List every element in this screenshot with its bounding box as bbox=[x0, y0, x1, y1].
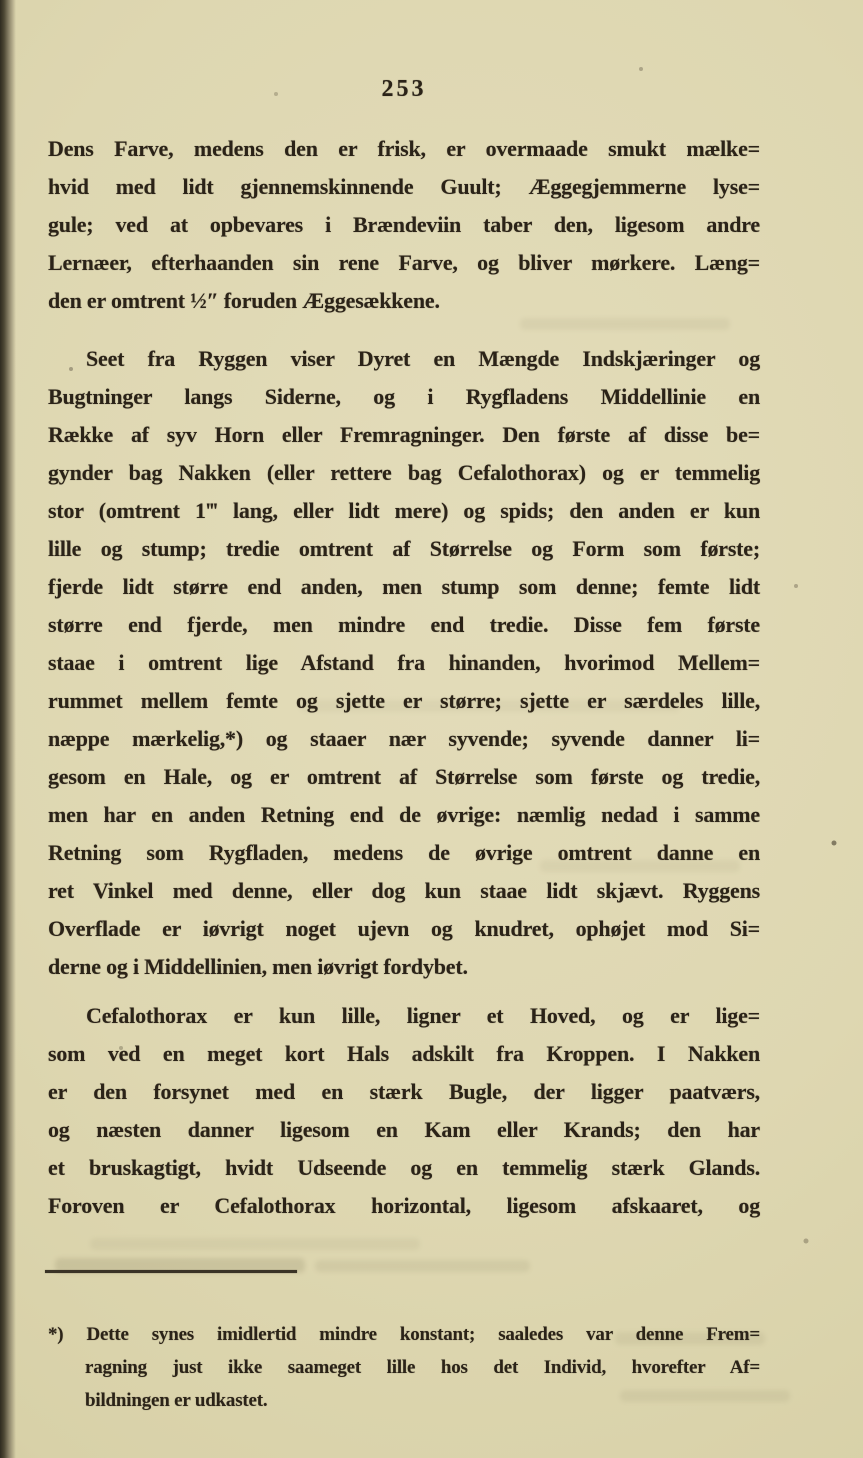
text-line: derne og i Middellinien, men iøvrigt fordybet. bbox=[48, 954, 468, 979]
text-line: større end fjerde, men mindre end tredie. Disse fem første bbox=[48, 612, 760, 637]
bleedthrough-smudge bbox=[90, 1238, 420, 1250]
text-line: Seet fra Ryggen viser Dyret en Mængde Indskjæringer og bbox=[86, 346, 760, 371]
page-number: 253 bbox=[381, 76, 427, 102]
text-line: gesom en Hale, og er omtrent af Størrelse som første og tredie, bbox=[48, 764, 760, 789]
text-line: rummet mellem femte og sjette er større; sjette er særdeles lille, bbox=[48, 688, 760, 713]
paragraph-3 bbox=[48, 997, 760, 1225]
text-line: Retning som Rygfladen, medens de øvrige omtrent danne en bbox=[48, 840, 760, 865]
text-line: ragning just ikke saameget lille hos det Individ, hvorefter Af= bbox=[85, 1357, 760, 1378]
footnote-separator-rule bbox=[45, 1270, 297, 1273]
text-line: Cefalothorax er kun lille, ligner et Hoved, og er lige= bbox=[86, 1003, 760, 1028]
text-line: den er omtrent ½″ foruden Æggesækkene. bbox=[48, 288, 440, 313]
text-line: Overflade er iøvrigt noget ujevn og knudret, ophøjet mod Si= bbox=[48, 916, 760, 941]
text-line: staae i omtrent lige Afstand fra hinanden, hvorimod Mellem= bbox=[48, 650, 760, 675]
text-line: Foroven er Cefalothorax horizontal, ligesom afskaaret, og bbox=[48, 1193, 760, 1218]
paragraph-2 bbox=[48, 340, 760, 986]
text-line: ret Vinkel med denne, eller dog kun staae lidt skjævt. Ryggens bbox=[48, 878, 760, 903]
text-line: er den forsynet med en stærk Bugle, der ligger paatværs, bbox=[48, 1079, 760, 1104]
text-line: Bugtninger langs Siderne, og i Rygfladens Middellinie en bbox=[48, 384, 760, 409]
footnote bbox=[48, 1318, 760, 1417]
text-line: Række af syv Horn eller Fremragninger. Den første af disse be= bbox=[48, 422, 760, 447]
text-line: fjerde lidt større end anden, men stump som denne; femte lidt bbox=[48, 574, 760, 599]
text-line: Lernæer, efterhaanden sin rene Farve, og bliver mørkere. Læng= bbox=[48, 250, 760, 275]
text-line: et bruskagtigt, hvidt Udseende og en temmelig stærk Glands. bbox=[48, 1155, 760, 1180]
text-line: stor (omtrent 1‴ lang, eller lidt mere) og spids; den anden er kun bbox=[48, 498, 760, 523]
book-gutter-shadow bbox=[0, 0, 16, 1458]
text-line: gynder bag Nakken (eller rettere bag Cefalothorax) og er temmelig bbox=[48, 460, 760, 485]
text-line: Dens Farve, medens den er frisk, er overmaade smukt mælke= bbox=[48, 136, 760, 161]
text-line: og næsten danner ligesom en Kam eller Krands; den har bbox=[48, 1117, 760, 1142]
text-line: hvid med lidt gjennemskinnende Guult; Æggegjemmerne lyse= bbox=[48, 174, 760, 199]
paragraph-1 bbox=[48, 130, 760, 320]
text-line: lille og stump; tredie omtrent af Størrelse og Form som første; bbox=[48, 536, 760, 561]
text-line: som ved en meget kort Hals adskilt fra Kroppen. I Nakken bbox=[48, 1041, 760, 1066]
text-line: men har en anden Retning end de øvrige: næmlig nedad i samme bbox=[48, 802, 760, 827]
text-line: *) Dette synes imidlertid mindre konstant; saaledes var denne Frem= bbox=[48, 1324, 760, 1345]
text-line: bildningen er udkastet. bbox=[85, 1390, 268, 1411]
paper-specks bbox=[0, 0, 2, 2]
text-line: gule; ved at opbevares i Brændeviin taber den, ligesom andre bbox=[48, 212, 760, 237]
text-line: næppe mærkelig,*) og staaer nær syvende; syvende danner li= bbox=[48, 726, 760, 751]
bleedthrough-smudge bbox=[315, 1260, 530, 1272]
